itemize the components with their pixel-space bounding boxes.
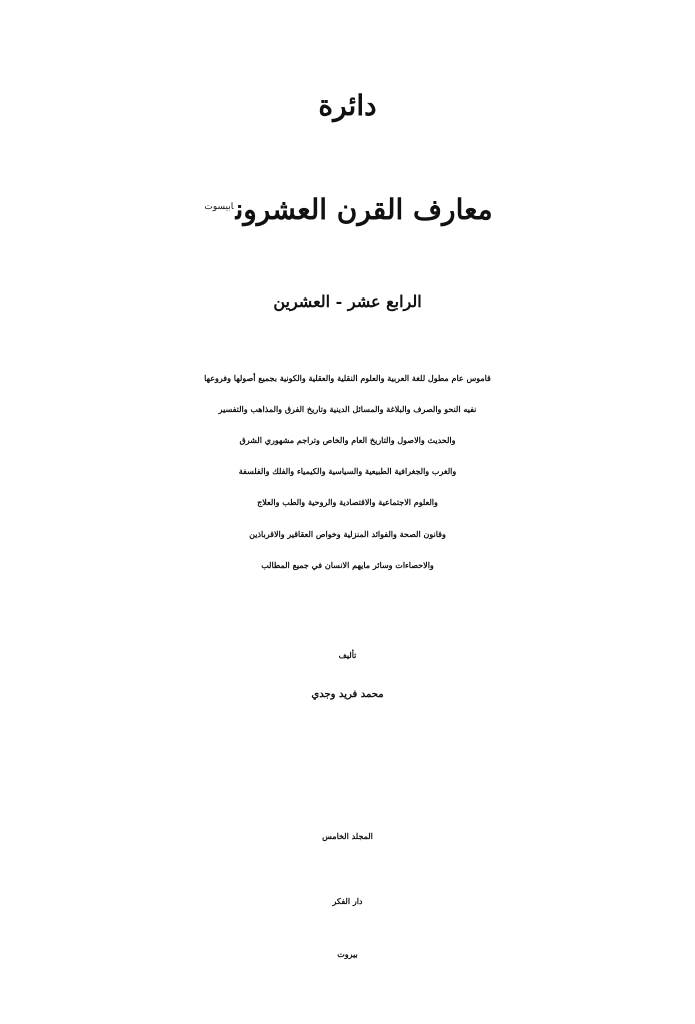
description-line-5: والعلوم الاجتماعية والاقتصادية والروحية والطب والعلاج (257, 497, 438, 507)
publisher-city: بيروت (337, 949, 358, 959)
description-line-4: والغرب والجغرافية الطبيعية والسياسية والكيمياء والفلك والفلسفة (238, 466, 457, 476)
volume-label: المجلد الخامس (322, 831, 373, 841)
author-name: محمد فريد وجدي (311, 689, 384, 700)
title-line-1: دائرة (318, 89, 377, 122)
description-line-3: والحديث والاصول والتاريخ العام والخاص وتراجم مشهوري الشرق (239, 435, 456, 445)
description-line-6: وقانون الصحة والفوائد المنزلية وخواص العقاقير والاقرباذين (249, 529, 446, 539)
publisher-name: دار الفكر (332, 896, 363, 906)
description-line-1: قاموس عام مطول للغة العربية والعلوم النقلية والعقلية والكونية بجميع أصولها وفروعها (204, 373, 491, 383)
title-line-2-main: معارف القرن العشرون (235, 193, 493, 226)
title-line-2 (0, 193, 695, 226)
title-line-3: الرابع عشر - العشرين (273, 292, 422, 311)
authorship-label: تأليف (338, 650, 357, 660)
title-line-2-note: ابيسوت (204, 201, 234, 212)
description-line-2: نفيه النحو والصرف والبلاغة والمسائل الدينية وتاريخ الفرق والمذاهب والتفسير (218, 404, 477, 414)
description-line-7: والاحصاءات وسائر مايهم الانسان في جميع المطالب (261, 560, 434, 570)
